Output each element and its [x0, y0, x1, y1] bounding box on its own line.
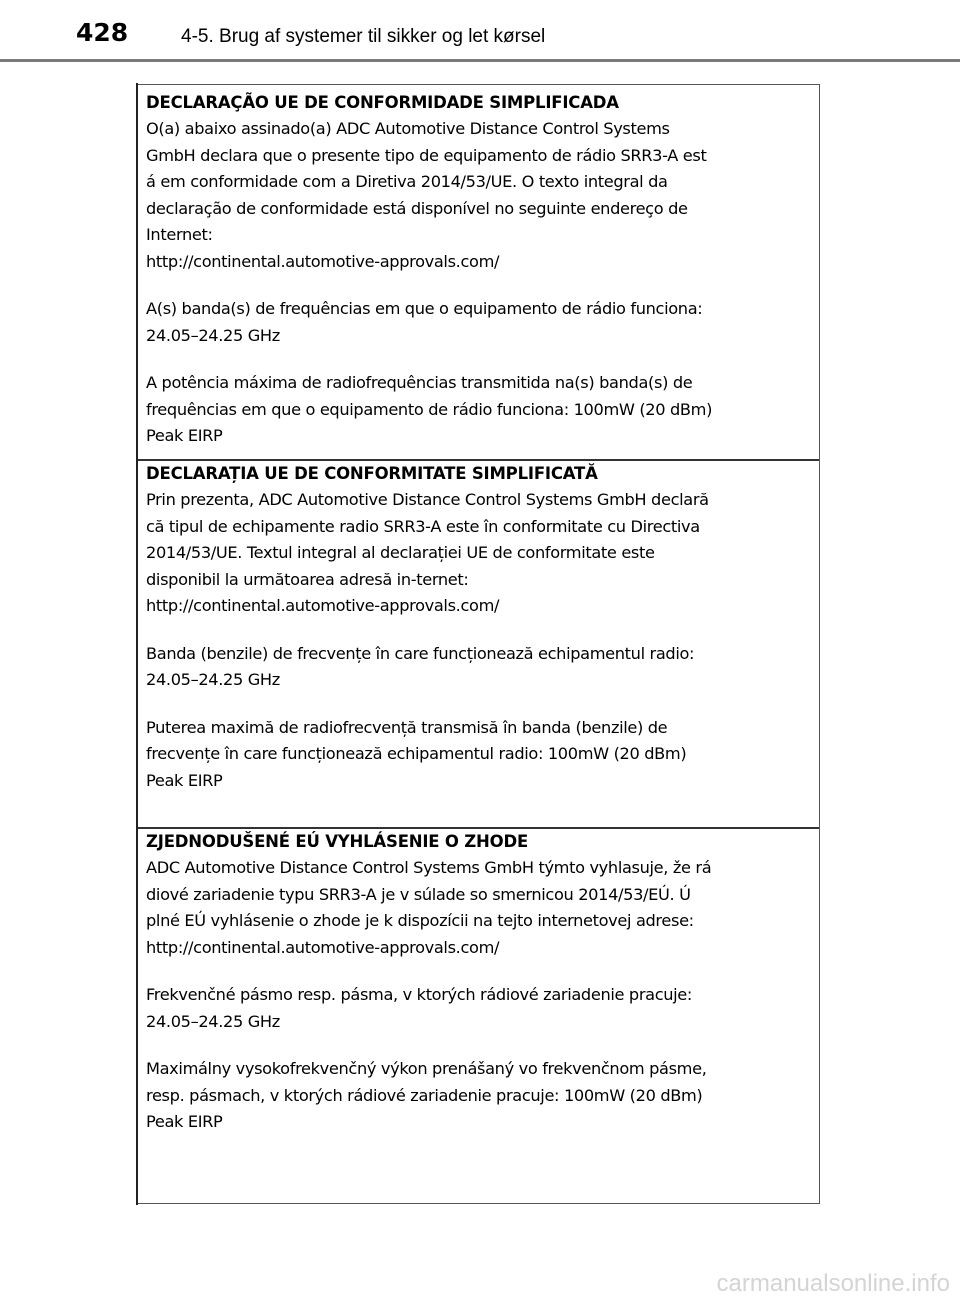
section-title: 4-5. Brug af systemer til sikker og let kørsel [181, 26, 546, 47]
declaration-line: Internet: [146, 225, 213, 244]
declaration-heading: DECLARAȚIA UE DE CONFORMITATE SIMPLIFICATĂ [146, 464, 598, 483]
frequency-band-label: A(s) banda(s) de frequências em que o equipamento de rádio funciona: [146, 299, 703, 318]
watermark: carmanualsonline.info [716, 1270, 950, 1297]
frequency-band-label: Banda (benzile) de frecvențe în care funcționează echipamentul radio: [146, 643, 695, 663]
max-power-text: Peak EIRP [146, 770, 223, 790]
approval-url: http://continental.automotive-approvals.com/ [146, 937, 500, 957]
max-power-text: A potência máxima de radiofrequências transmitida na(s) banda(s) de [146, 373, 693, 392]
page-header [0, 0, 960, 62]
declarations-box [137, 84, 820, 1204]
declaration-line: ADC Automotive Distance Control Systems GmbH týmto vyhlasuje, že rá [146, 858, 712, 877]
declaration-line: plné EÚ vyhlásenie o zhode je k dispozícii na tejto internetovej adrese: [146, 911, 694, 930]
declaration-line: 2014/53/UE. Textul integral al declarației UE de conformitate este [146, 543, 655, 562]
frequency-band-value: 24.05–24.25 GHz [146, 670, 280, 689]
declaration-line: GmbH declara que o presente tipo de equipamento de rádio SRR3-A est [146, 145, 707, 165]
max-power-text: Peak EIRP [146, 1112, 223, 1131]
declaration-line: Prin prezenta, ADC Automotive Distance Control Systems GmbH declară [146, 490, 709, 509]
approval-url: http://continental.automotive-approvals.com/ [146, 251, 500, 271]
max-power-text: frecvențe în care funcționează echipamentul radio: 100mW (20 dBm) [146, 744, 687, 763]
declaration-line: O(a) abaixo assinado(a) ADC Automotive Distance Control Systems [146, 119, 670, 138]
max-power-text: Maximálny vysokofrekvenčný výkon prenášaný vo frekvenčnom pásme, [146, 1059, 707, 1078]
max-power-text: resp. pásmach, v ktorých rádiové zariadenie pracuje: 100mW (20 dBm) [146, 1085, 703, 1105]
frequency-band-value: 24.05–24.25 GHz [146, 325, 280, 345]
declaration-ro [138, 459, 819, 794]
frequency-band-label: Frekvenčné pásmo resp. pásma, v ktorých rádiové zariadenie pracuje: [146, 985, 693, 1004]
declaration-line: declaração de conformidade está disponível no seguinte endereço de [146, 198, 688, 218]
page-number: 428 [76, 18, 129, 47]
max-power-text: Peak EIRP [146, 426, 223, 445]
frequency-band-value: 24.05–24.25 GHz [146, 1011, 280, 1031]
header-rule [0, 59, 960, 62]
declaration-heading: ZJEDNODUŠENÉ EÚ VYHLÁSENIE O ZHODE [146, 832, 529, 851]
declaration-line: disponibil la următoarea adresă in-ternet: [146, 569, 469, 589]
max-power-text: Puterea maximă de radiofrecvență transmisă în banda (benzile) de [146, 717, 668, 737]
declaration-line: că tipul de echipamente radio SRR3-A este în conformitate cu Directiva [146, 516, 700, 536]
declaration-line: á em conformidade com a Diretiva 2014/53/UE. O texto integral da [146, 172, 668, 191]
max-power-text: frequências em que o equipamento de rádio funciona: 100mW (20 dBm) [146, 399, 713, 419]
declaration-heading: DECLARAÇÃO UE DE CONFORMIDADE SIMPLIFICADA [146, 93, 619, 112]
declaration-sk [138, 827, 819, 1136]
declaration-pt [138, 90, 819, 450]
declaration-line: diové zariadenie typu SRR3-A je v súlade so smernicou 2014/53/EÚ. Ú [146, 884, 691, 904]
approval-url: http://continental.automotive-approvals.com/ [146, 596, 500, 615]
